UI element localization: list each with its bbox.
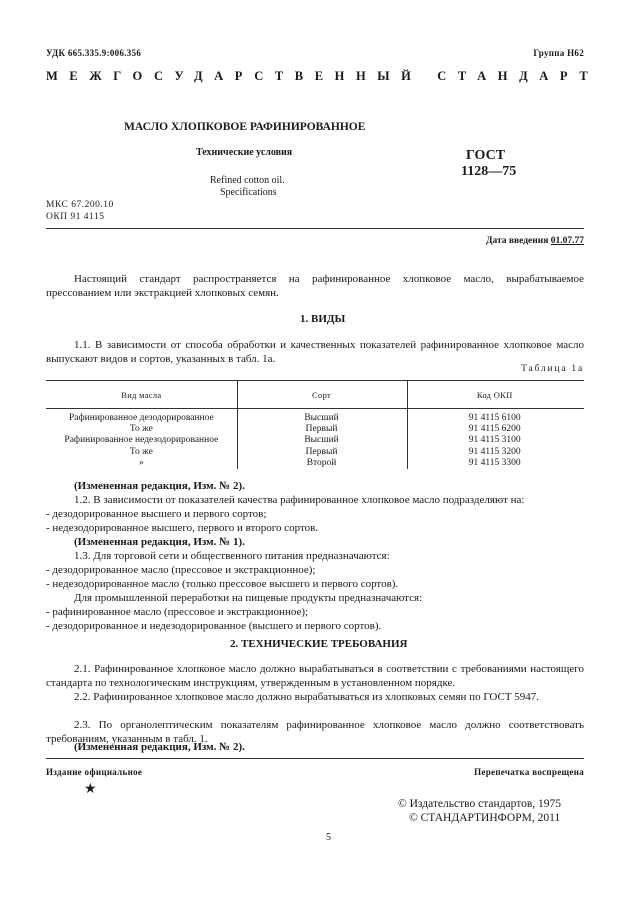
table-row (46, 435, 583, 446)
copyright-standartinform: © СТАНДАРТИНФОРМ, 2011 (409, 812, 561, 824)
clause-2-2: 2.2. Рафинированное хлопковое масло должно вырабатываться из хлопковых семян по ГОСТ 5947. (74, 691, 540, 703)
table-cell: 91 4115 3200 (468, 446, 521, 457)
footer-divider (46, 758, 584, 759)
group-code: Группа Н62 (533, 48, 584, 58)
table-caption: Таблица 1а (521, 364, 584, 374)
clause-2-3: 2.3. По органолептическим показателям рафинированное хлопковое масло должно соответствовать требованиям, указанным в табл. 1. (46, 719, 584, 746)
clause-1-2-item: - недезодорированное высшего, первого и второго сортов. (46, 522, 319, 534)
document-title: МАСЛО ХЛОПКОВОЕ РАФИНИРОВАННОЕ (124, 121, 366, 133)
amendment-note: (Измененная редакция, Изм. № 2). (74, 741, 245, 753)
table-cell: Высший (304, 435, 339, 446)
title-divider (46, 228, 584, 229)
column-header: Сорт (312, 390, 332, 400)
table-cell: То же (129, 424, 153, 435)
table-header-row (46, 383, 583, 407)
table-1a (46, 380, 584, 470)
clause-1-3: 1.3. Для торговой сети и общественного питания предназначаются: (74, 550, 390, 562)
english-title-line2: Specifications (220, 187, 277, 198)
table-cell: Высший (304, 413, 339, 423)
table-cell: Рафинированное дезодорированное (69, 413, 214, 423)
table-top-rule (46, 380, 584, 381)
clause-2-1: 2.1. Рафинированное хлопковое масло должно вырабатываться в соответствии с требованиями настоящего стандарта по технологическим инструкциям, утвержденным в установленном порядке. (46, 663, 584, 690)
english-title-line1: Refined cotton oil. (210, 175, 285, 186)
table-cell: Рафинированное недезодорированное (64, 435, 219, 446)
reprint-prohibited: Перепечатка воспрещена (474, 767, 584, 777)
standard-banner: МЕЖГОСУДАРСТВЕННЫЙ СТАНДАРТ (46, 69, 600, 83)
table-cell: Первый (305, 446, 338, 457)
effective-date-label: Дата введения (485, 236, 549, 246)
clause-1-3-item: - рафинированное масло (прессовое и экстракционное); (46, 606, 309, 618)
copyright-publisher: © Издательство стандартов, 1975 (398, 798, 562, 810)
clause-1-1: 1.1. В зависимости от способа обработки и качественных показателей рафинированное хлопковое масло выпускают видов и сортов, указанных в табл. 1а. (46, 339, 584, 366)
table-cell: То же (129, 446, 153, 457)
table-cell: 91 4115 3100 (468, 435, 521, 446)
document-subtitle: Технические условия (196, 147, 293, 158)
table-row (46, 424, 583, 435)
star-icon: ★ (84, 782, 97, 797)
table-row (46, 413, 583, 424)
table-row (46, 458, 583, 469)
table-cell: 91 4115 6200 (468, 424, 521, 435)
clause-1-3-item: - дезодорированное и недезодорированное (высшего и первого сортов). (46, 620, 382, 632)
column-header: Код ОКП (476, 390, 513, 400)
clause-1-2-item: - дезодорированное высшего и первого сортов; (46, 508, 267, 520)
effective-date (486, 236, 584, 246)
column-header: Вид масла (121, 390, 162, 400)
table-cell: Первый (305, 424, 338, 435)
okp-code: ОКП 91 4115 (46, 212, 105, 222)
table-cell: Второй (306, 457, 337, 468)
table-cell: » (138, 457, 144, 468)
table-grid (46, 383, 583, 469)
clause-1-3-item: - недезодорированное масло (только прессовое высшего и первого сортов). (46, 578, 399, 590)
amendment-note: (Измененная редакция, Изм. № 1). (74, 536, 245, 548)
section-2-heading: 2. ТЕХНИЧЕСКИЕ ТРЕБОВАНИЯ (230, 638, 408, 650)
table-cell: 91 4115 3300 (468, 457, 521, 468)
clause-1-2: 1.2. В зависимости от показателей качества рафинированное хлопковое масло подразделяют на: (74, 494, 525, 506)
mks-code: МКС 67.200.10 (46, 200, 114, 210)
intro-paragraph: Настоящий стандарт распространяется на рафинированное хлопковое масло, вырабатываемое прессованием или экстракцией хлопковых семян. (46, 273, 584, 300)
page-number: 5 (326, 832, 331, 843)
amendment-note: (Измененная редакция, Изм. № 2). (74, 480, 245, 492)
clause-1-3-item: - дезодорированное масло (прессовое и экстракционное); (46, 564, 316, 576)
gost-number: 1128—75 (461, 164, 517, 179)
effective-date-value: 01.07.77 (550, 236, 584, 246)
table-cell: 91 4115 6100 (468, 413, 521, 423)
section-1-heading: 1. ВИДЫ (300, 313, 346, 325)
clause-1-3-text: Для промышленной переработки на пищевые продукты предназначаются: (74, 592, 423, 604)
gost-label: ГОСТ (466, 148, 506, 163)
udk-code: УДК 665.335.9:006.356 (46, 48, 142, 58)
official-edition: Издание официальное (46, 767, 143, 777)
table-row (46, 447, 583, 458)
